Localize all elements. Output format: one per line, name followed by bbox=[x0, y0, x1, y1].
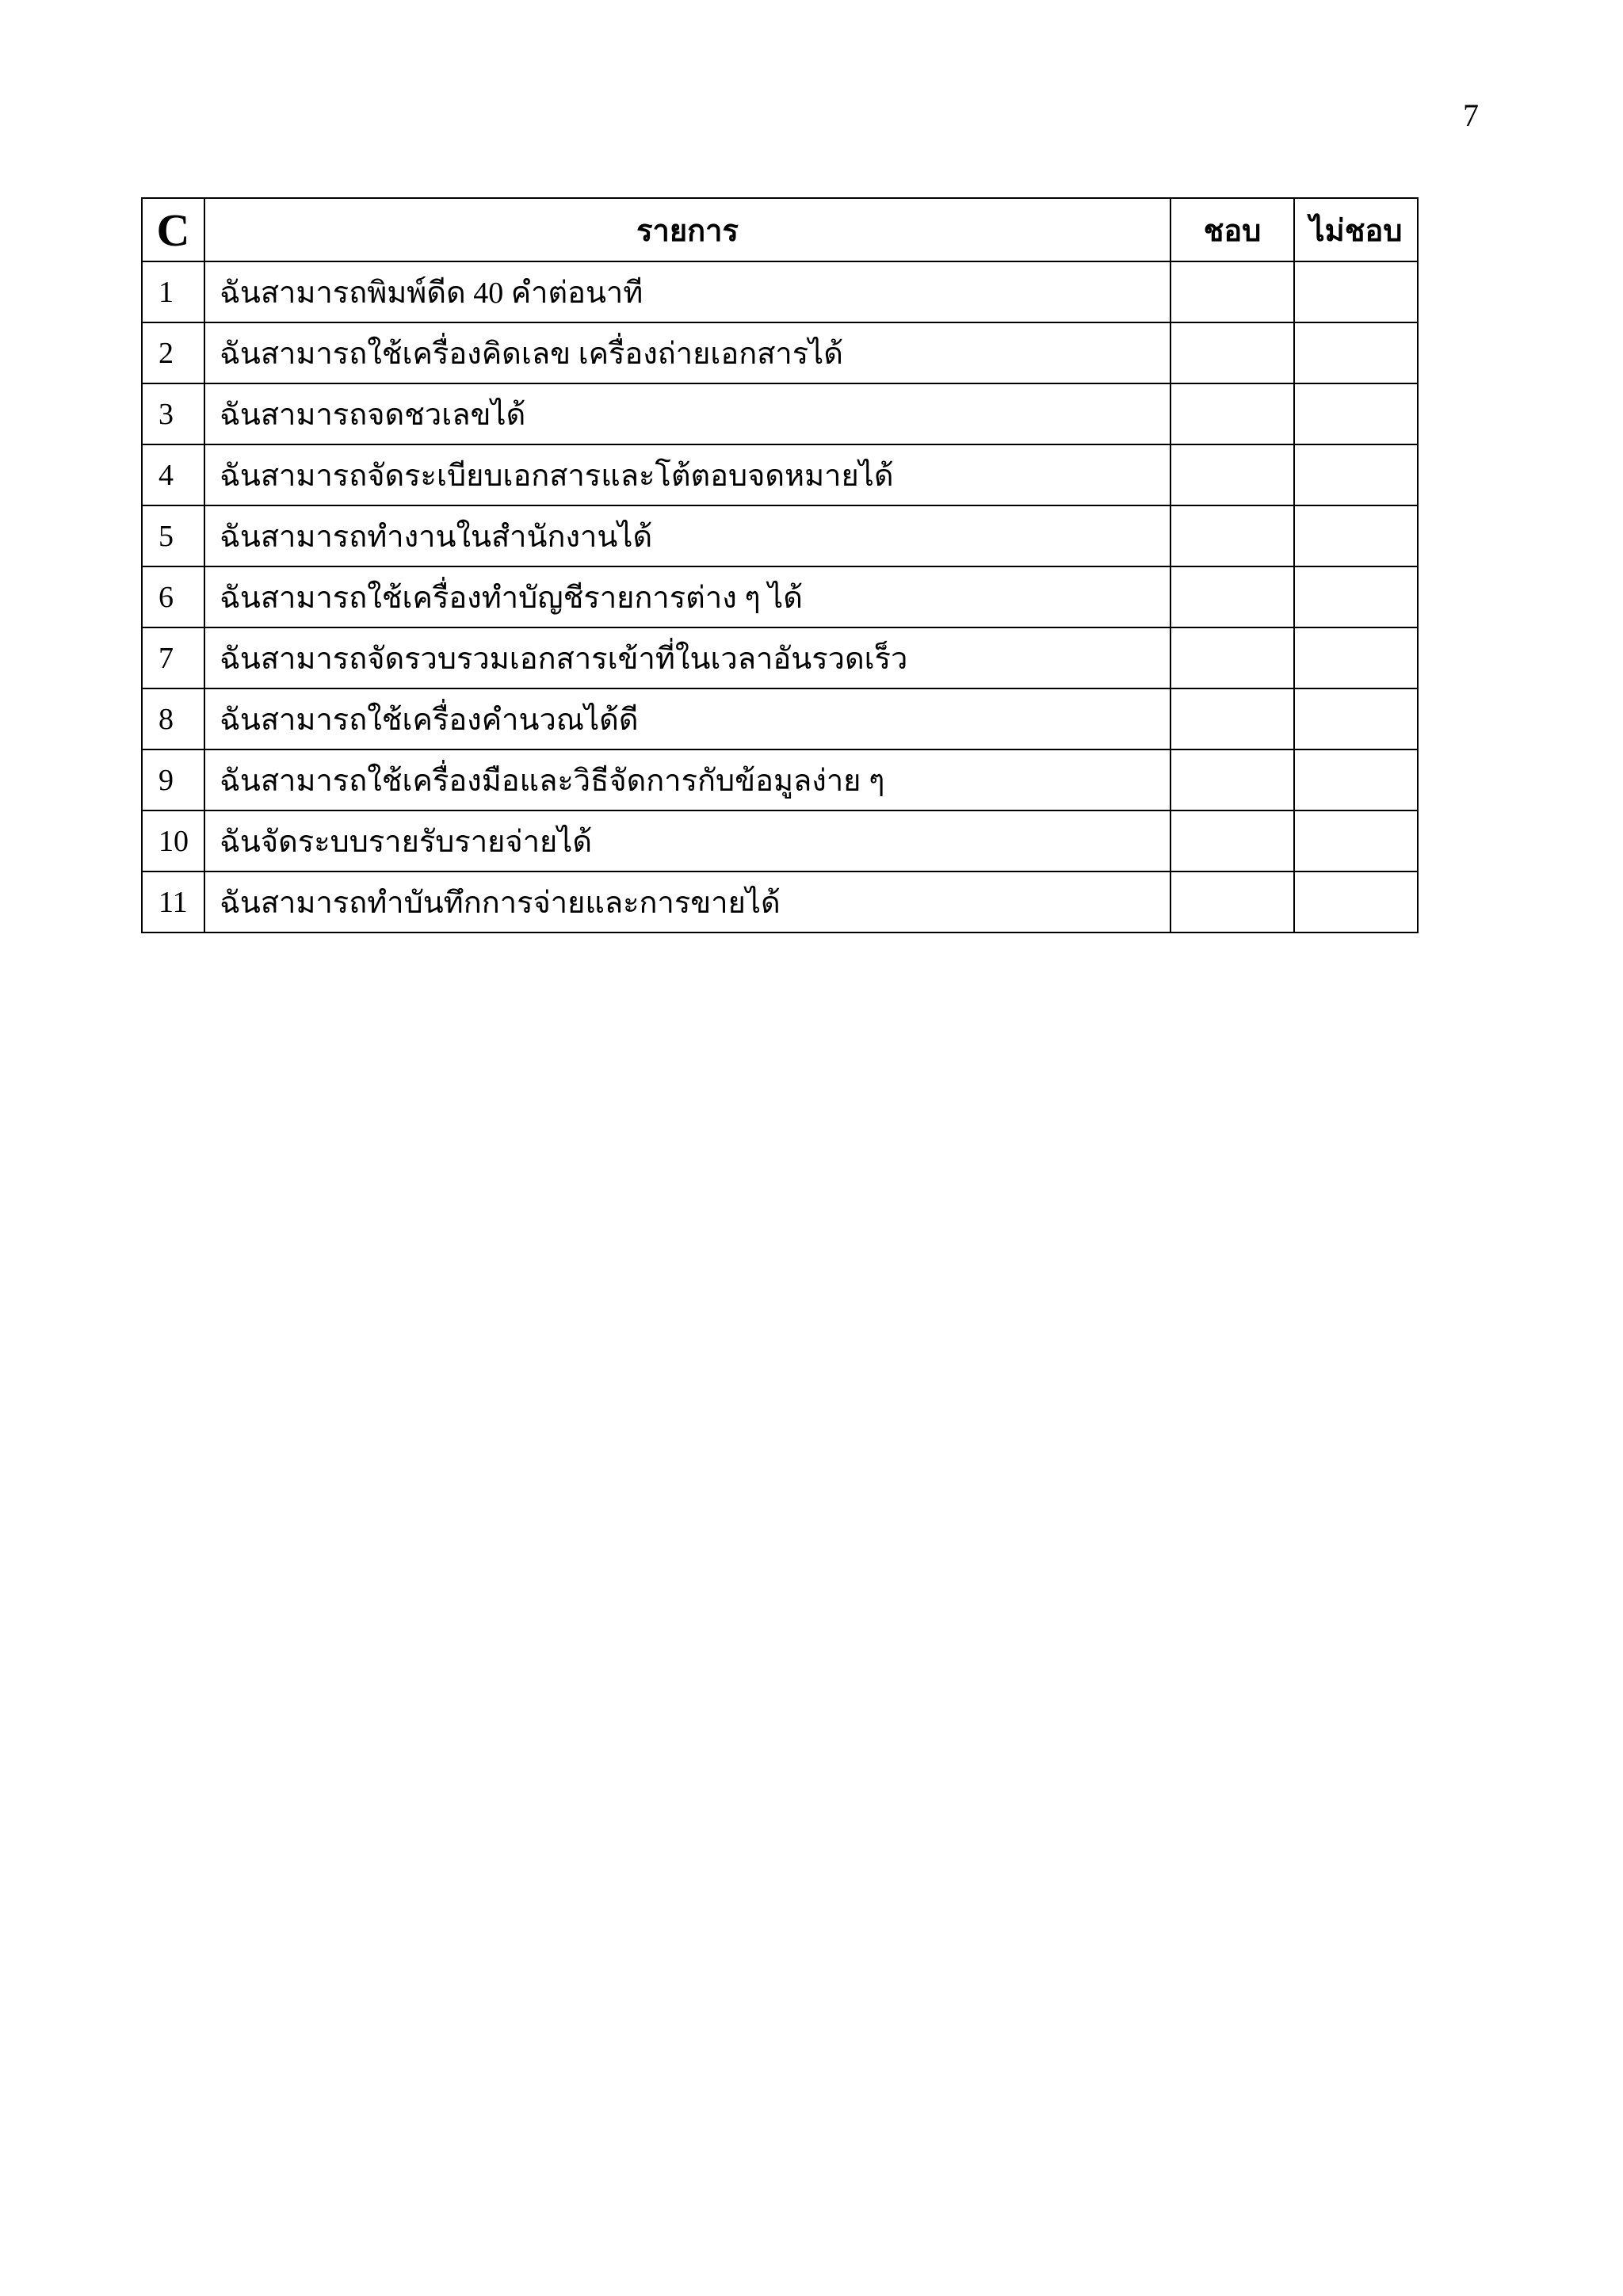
row-number: 11 bbox=[142, 871, 204, 933]
row-number: 9 bbox=[142, 749, 204, 810]
like-checkbox-cell[interactable] bbox=[1170, 810, 1294, 871]
like-checkbox-cell[interactable] bbox=[1170, 444, 1294, 505]
table-row bbox=[142, 322, 1418, 383]
row-number: 2 bbox=[142, 322, 204, 383]
header-item: รายการ bbox=[204, 198, 1170, 261]
row-number: 4 bbox=[142, 444, 204, 505]
dislike-checkbox-cell[interactable] bbox=[1294, 444, 1418, 505]
row-item-text: ฉันสามารถทำบันทึกการจ่ายและการขายได้ bbox=[204, 871, 1170, 933]
dislike-checkbox-cell[interactable] bbox=[1294, 505, 1418, 566]
header-like: ชอบ bbox=[1170, 198, 1294, 261]
table-row bbox=[142, 505, 1418, 566]
like-checkbox-cell[interactable] bbox=[1170, 627, 1294, 688]
interest-survey-table bbox=[141, 197, 1419, 933]
row-item-text: ฉันสามารถทำงานในสำนักงานได้ bbox=[204, 505, 1170, 566]
like-checkbox-cell[interactable] bbox=[1170, 749, 1294, 810]
dislike-checkbox-cell[interactable] bbox=[1294, 566, 1418, 627]
table-row bbox=[142, 383, 1418, 444]
row-number: 7 bbox=[142, 627, 204, 688]
table-row bbox=[142, 749, 1418, 810]
row-number: 8 bbox=[142, 688, 204, 749]
table-body bbox=[142, 261, 1418, 933]
row-item-text: ฉันสามารถพิมพ์ดีด 40 คำต่อนาที bbox=[204, 261, 1170, 322]
row-item-text: ฉันสามารถใช้เครื่องทำบัญชีรายการต่าง ๆ ได้ bbox=[204, 566, 1170, 627]
row-item-text: ฉันสามารถใช้เครื่องมือและวิธีจัดการกับข้อมูลง่าย ๆ bbox=[204, 749, 1170, 810]
header-dislike: ไม่ชอบ bbox=[1294, 198, 1418, 261]
like-checkbox-cell[interactable] bbox=[1170, 261, 1294, 322]
row-item-text: ฉันสามารถจัดรวบรวมเอกสารเข้าที่ในเวลาอันรวดเร็ว bbox=[204, 627, 1170, 688]
row-number: 10 bbox=[142, 810, 204, 871]
table-row bbox=[142, 871, 1418, 933]
row-number: 5 bbox=[142, 505, 204, 566]
table-row bbox=[142, 444, 1418, 505]
table-header-row bbox=[142, 198, 1418, 261]
dislike-checkbox-cell[interactable] bbox=[1294, 810, 1418, 871]
dislike-checkbox-cell[interactable] bbox=[1294, 688, 1418, 749]
table-row bbox=[142, 627, 1418, 688]
dislike-checkbox-cell[interactable] bbox=[1294, 383, 1418, 444]
row-number: 3 bbox=[142, 383, 204, 444]
row-number: 6 bbox=[142, 566, 204, 627]
like-checkbox-cell[interactable] bbox=[1170, 688, 1294, 749]
dislike-checkbox-cell[interactable] bbox=[1294, 749, 1418, 810]
table-row bbox=[142, 261, 1418, 322]
row-number: 1 bbox=[142, 261, 204, 322]
dislike-checkbox-cell[interactable] bbox=[1294, 627, 1418, 688]
dislike-checkbox-cell[interactable] bbox=[1294, 322, 1418, 383]
table-row bbox=[142, 688, 1418, 749]
dislike-checkbox-cell[interactable] bbox=[1294, 261, 1418, 322]
like-checkbox-cell[interactable] bbox=[1170, 871, 1294, 933]
row-item-text: ฉันจัดระบบรายรับรายจ่ายได้ bbox=[204, 810, 1170, 871]
page-number: 7 bbox=[1463, 97, 1479, 133]
like-checkbox-cell[interactable] bbox=[1170, 566, 1294, 627]
row-item-text: ฉันสามารถใช้เครื่องคำนวณได้ดี bbox=[204, 688, 1170, 749]
table-row bbox=[142, 566, 1418, 627]
table-row bbox=[142, 810, 1418, 871]
row-item-text: ฉันสามารถจดชวเลขได้ bbox=[204, 383, 1170, 444]
header-code: C bbox=[142, 198, 204, 261]
like-checkbox-cell[interactable] bbox=[1170, 322, 1294, 383]
dislike-checkbox-cell[interactable] bbox=[1294, 871, 1418, 933]
like-checkbox-cell[interactable] bbox=[1170, 383, 1294, 444]
row-item-text: ฉันสามารถจัดระเบียบเอกสารและโต้ตอบจดหมายได้ bbox=[204, 444, 1170, 505]
row-item-text: ฉันสามารถใช้เครื่องคิดเลข เครื่องถ่ายเอกสารได้ bbox=[204, 322, 1170, 383]
like-checkbox-cell[interactable] bbox=[1170, 505, 1294, 566]
